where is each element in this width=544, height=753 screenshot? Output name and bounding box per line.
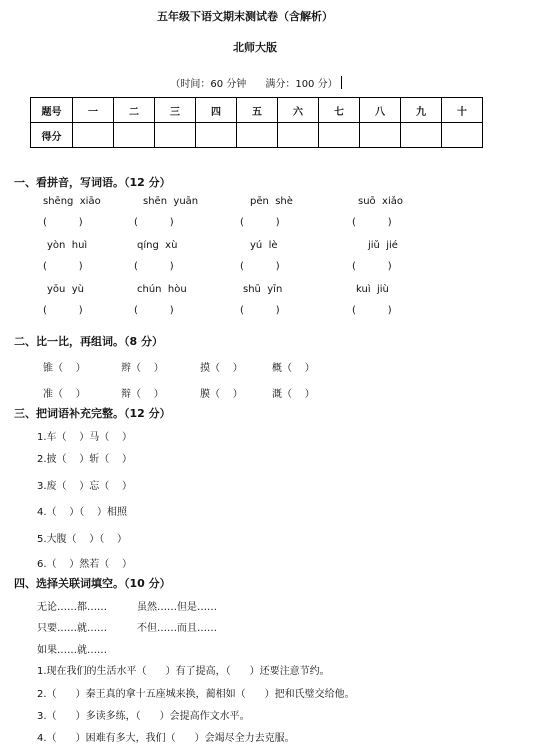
compare-item[interactable]: 概（ ） xyxy=(272,363,315,374)
pinyin: yōu yù xyxy=(47,284,84,295)
column-header: 一 xyxy=(73,98,114,123)
answer-blank[interactable]: ( ) xyxy=(43,261,83,272)
answer-blank[interactable]: ( ) xyxy=(43,217,83,228)
compare-item[interactable]: 膜（ ） xyxy=(200,389,243,400)
column-header: 七 xyxy=(319,98,360,123)
answer-blank[interactable]: ( ) xyxy=(43,305,83,316)
answer-blank[interactable]: ( ) xyxy=(352,217,392,228)
question-number-label: 题号 xyxy=(31,98,73,123)
score-table-header-row xyxy=(31,98,483,123)
score-cell[interactable] xyxy=(73,123,114,148)
fill-item[interactable]: 4.（ ）（ ）相照 xyxy=(37,507,127,518)
column-header: 五 xyxy=(237,98,278,123)
score-cell[interactable] xyxy=(155,123,196,148)
answer-blank[interactable]: ( ) xyxy=(134,261,174,272)
column-header: 三 xyxy=(155,98,196,123)
compare-item[interactable]: 溉（ ） xyxy=(272,389,315,400)
edition-label: 北师大版 xyxy=(233,41,277,54)
section-3-title: 三、把词语补充完整。（12 分） xyxy=(14,407,171,420)
pinyin: shēn yuān xyxy=(143,196,199,207)
pinyin: jiǔ jié xyxy=(368,240,398,251)
sentence-item[interactable]: 4.（ ）困难有多大，我们（ ）会竭尽全力去克服。 xyxy=(37,733,295,744)
score-cell[interactable] xyxy=(196,123,237,148)
score-cell[interactable] xyxy=(278,123,319,148)
conjunction-option: 不但……而且…… xyxy=(137,623,217,634)
pinyin: kuì jiù xyxy=(356,284,389,295)
answer-blank[interactable]: ( ) xyxy=(240,217,280,228)
answer-blank[interactable]: ( ) xyxy=(240,261,280,272)
fill-item[interactable]: 1.车（ ）马（ ） xyxy=(37,432,132,443)
section-4-title: 四、选择关联词填空。（10 分） xyxy=(14,577,171,590)
column-header: 四 xyxy=(196,98,237,123)
pinyin: yòn huì xyxy=(47,240,88,251)
score-cell[interactable] xyxy=(114,123,155,148)
fill-item[interactable]: 3.废（ ）忘（ ） xyxy=(37,481,132,492)
score-cell[interactable] xyxy=(442,123,483,148)
column-header: 八 xyxy=(360,98,401,123)
answer-blank[interactable]: ( ) xyxy=(352,261,392,272)
score-cell[interactable] xyxy=(360,123,401,148)
fill-item[interactable]: 2.披（ ）斩（ ） xyxy=(37,454,132,465)
column-header: 十 xyxy=(442,98,483,123)
conjunction-option: 如果……就…… xyxy=(37,645,107,656)
answer-blank[interactable]: ( ) xyxy=(240,305,280,316)
pinyin: suō xiǎo xyxy=(358,196,403,207)
conjunction-option: 无论……都…… xyxy=(37,602,107,613)
answer-blank[interactable]: ( ) xyxy=(352,305,392,316)
exam-meta xyxy=(164,64,342,90)
column-header: 九 xyxy=(401,98,442,123)
compare-item[interactable]: 辫（ ） xyxy=(121,363,164,374)
pinyin: shēng xiāo xyxy=(43,196,101,207)
score-cell[interactable] xyxy=(319,123,360,148)
conjunction-option: 虽然……但是…… xyxy=(137,602,217,613)
compare-item[interactable]: 摸（ ） xyxy=(200,363,243,374)
page-title: 五年级下语文期末测试卷（含解析） xyxy=(157,10,333,23)
answer-blank[interactable]: ( ) xyxy=(134,217,174,228)
compare-item[interactable]: 锥（ ） xyxy=(43,363,86,374)
sentence-item[interactable]: 1.现在我们的生活水平（ ）有了提高，（ ）还要注意节约。 xyxy=(37,666,330,677)
pinyin: qíng xù xyxy=(137,240,178,251)
column-header: 六 xyxy=(278,98,319,123)
compare-item[interactable]: 辩（ ） xyxy=(121,389,164,400)
sentence-item[interactable]: 2.（ ）秦王真的拿十五座城来换，蔺相如（ ）把和氏璧交给他。 xyxy=(37,689,355,700)
conjunction-option: 只要……就…… xyxy=(37,623,107,634)
section-2-title: 二、比一比，再组词。（8 分） xyxy=(14,335,163,348)
text-cursor xyxy=(341,76,343,89)
pinyin: chún hòu xyxy=(137,284,187,295)
compare-item[interactable]: 准（ ） xyxy=(43,389,86,400)
score-cell[interactable] xyxy=(237,123,278,148)
column-header: 二 xyxy=(114,98,155,123)
fill-item[interactable]: 6.（ ）然若（ ） xyxy=(37,559,132,570)
pinyin: pēn shè xyxy=(250,196,293,207)
section-1-title: 一、看拼音，写词语。（12 分） xyxy=(14,176,171,189)
answer-blank[interactable]: ( ) xyxy=(134,305,174,316)
pinyin: shū yīn xyxy=(243,284,283,295)
pinyin: yú lè xyxy=(250,240,278,251)
time-score-text: （时间：60 分钟 满分：100 分） xyxy=(170,79,338,90)
sentence-item[interactable]: 3.（ ）多读多练，（ ）会提高作文水平。 xyxy=(37,711,250,722)
score-table-score-row xyxy=(31,123,483,148)
fill-item[interactable]: 5.大腹（ ）（ ） xyxy=(37,534,127,545)
score-cell[interactable] xyxy=(401,123,442,148)
score-label: 得分 xyxy=(31,123,73,148)
score-table xyxy=(30,97,483,148)
